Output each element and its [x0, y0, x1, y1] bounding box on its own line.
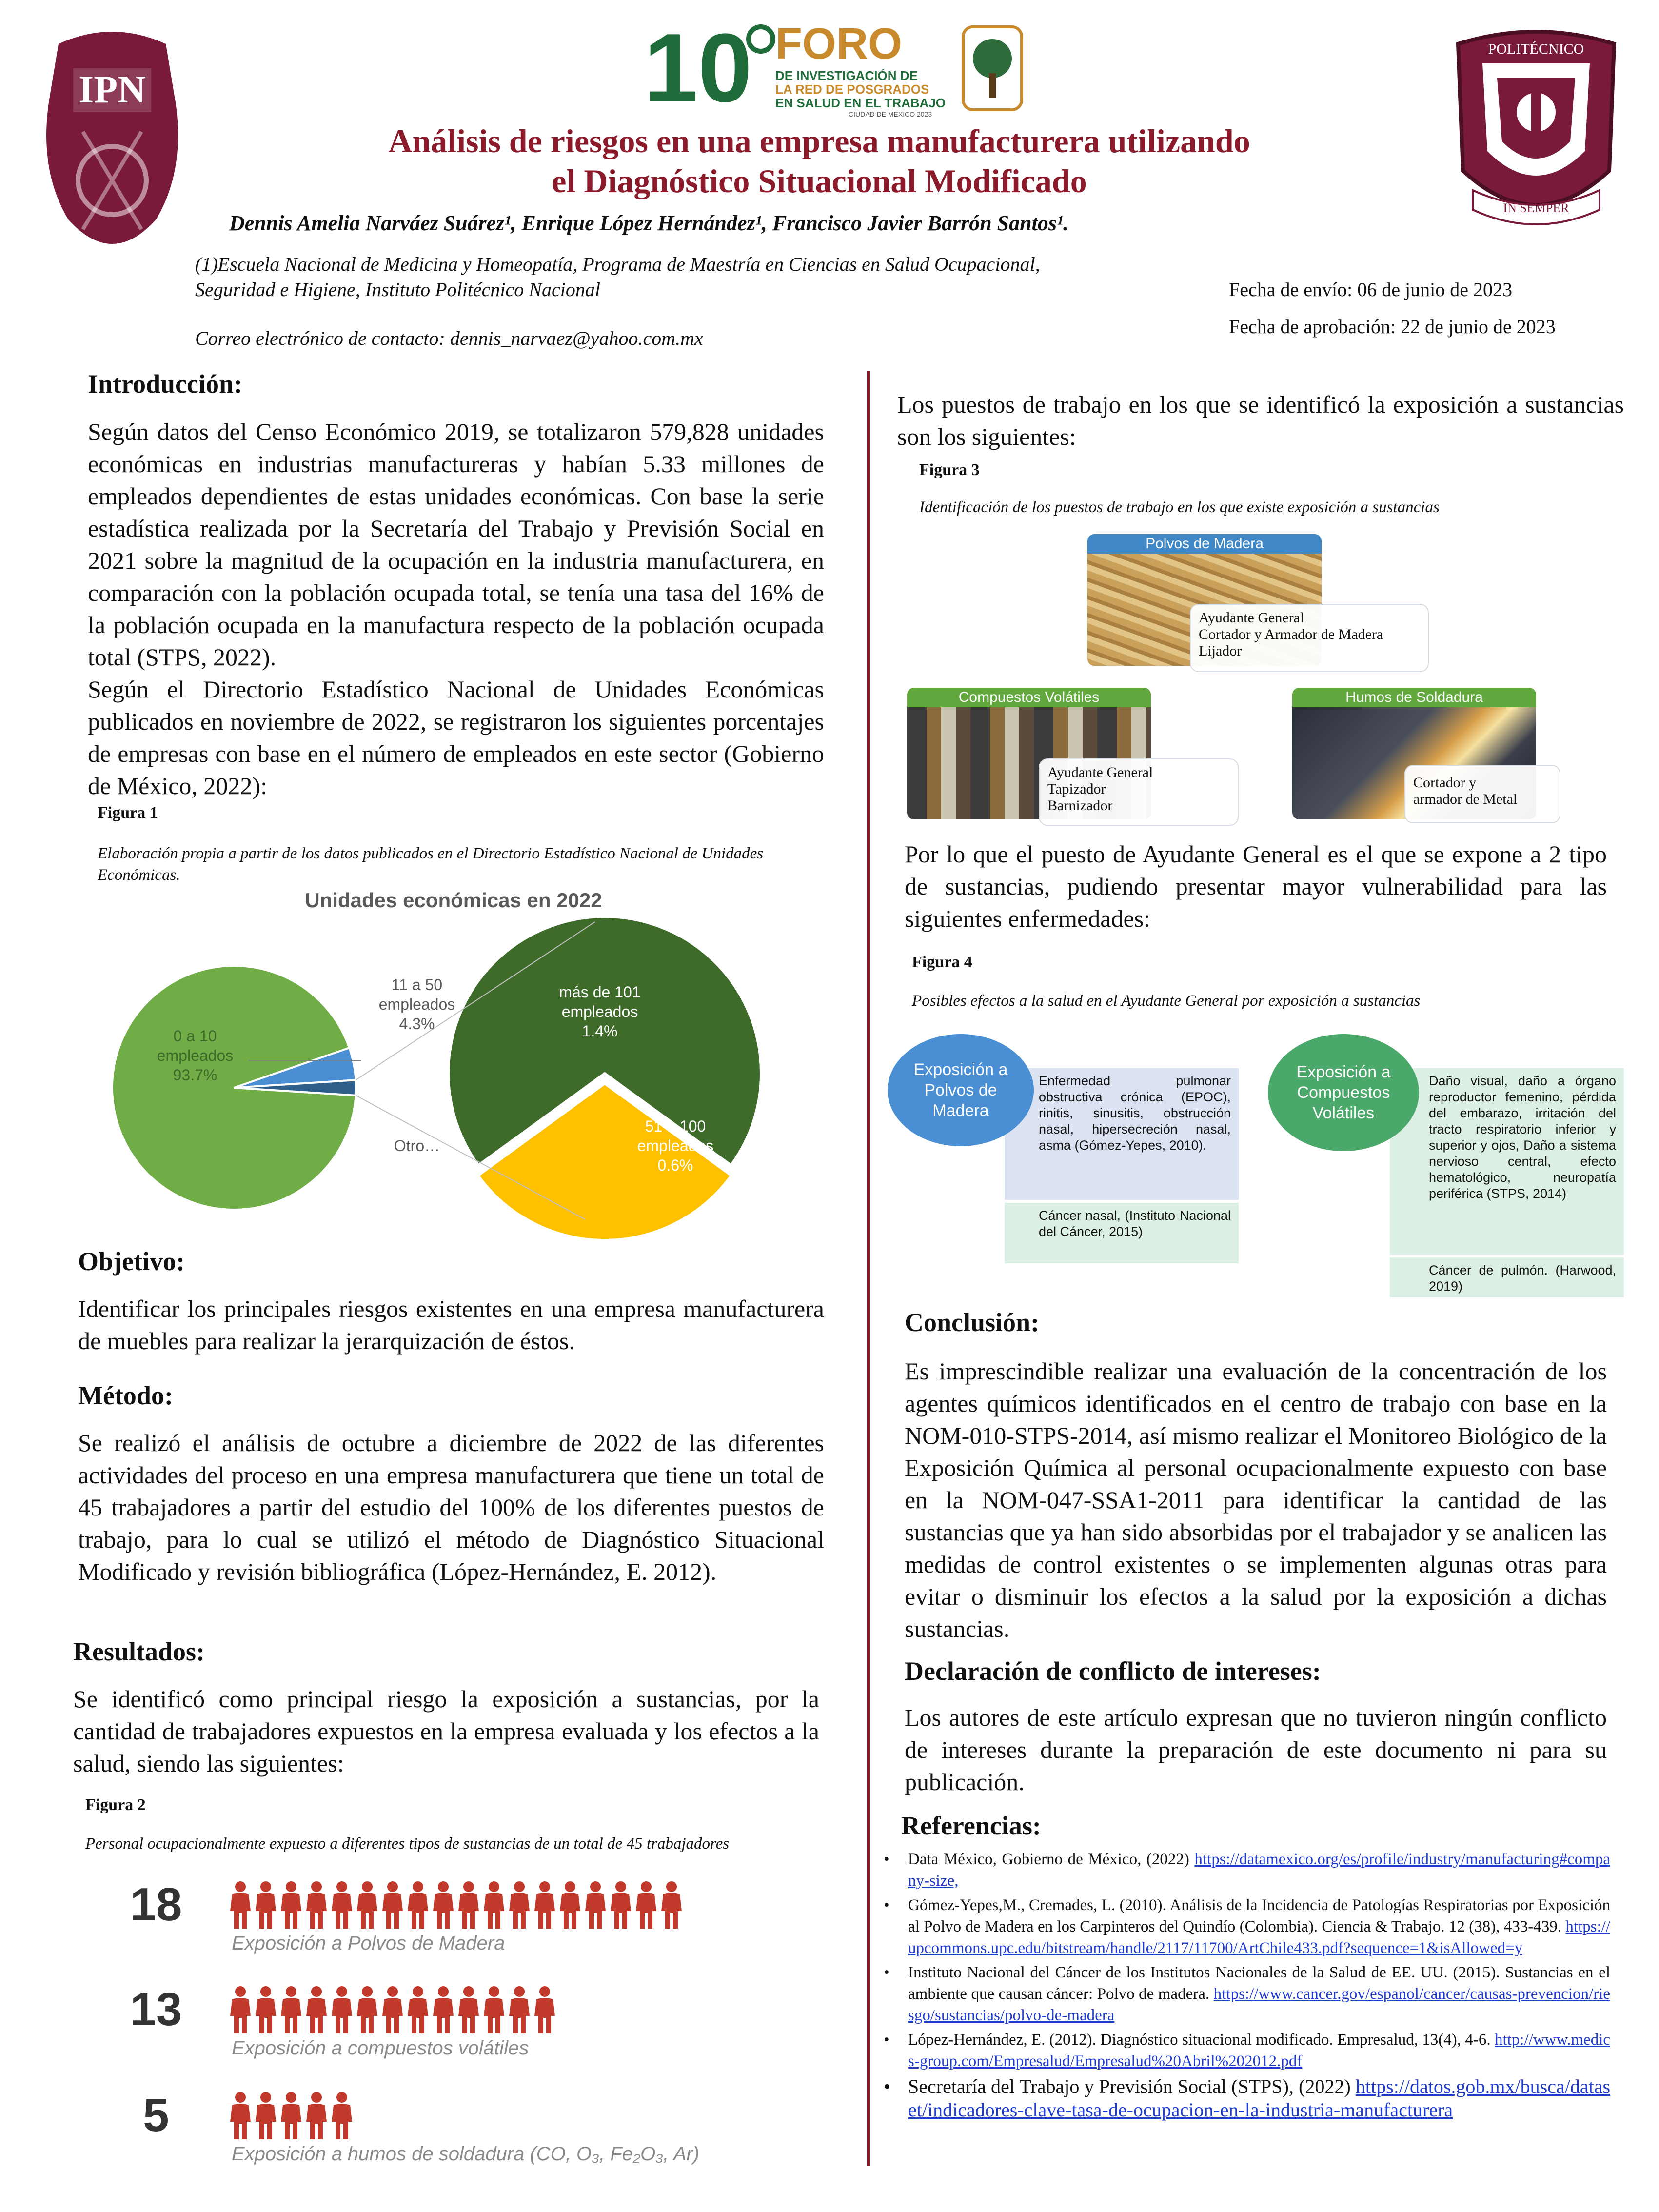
- forum-logo: [644, 14, 1024, 122]
- reference-link[interactable]: http://www.medics-group.com/Empresalud/Empresalud%20Abril%202012.pdf: [908, 2031, 1611, 2070]
- reference-item: [884, 1962, 1610, 2026]
- figure2-row: [117, 2089, 849, 2176]
- figure3-jobs-soldadura: [1404, 765, 1560, 823]
- figure3-label: Figura 3: [919, 461, 980, 479]
- person-icon: [457, 1986, 480, 2034]
- forum-logo-line1: DE INVESTIGACIÓN DE: [775, 68, 918, 83]
- job-item: Lijador: [1199, 643, 1242, 659]
- count-label: Exposición a humos de soldadura (CO, O₃, Fe₂O₃, Ar): [232, 2143, 700, 2165]
- person-icon: [255, 1986, 277, 2034]
- person-icon: [331, 1986, 353, 2034]
- conclusion-heading: Conclusión:: [905, 1308, 1040, 1337]
- job-item: Cortador y: [1413, 775, 1477, 791]
- person-icon: [635, 1881, 657, 1930]
- metodo-text: Se realizó el análisis de octubre a diciembre de 2022 de las diferentes actividades del proceso en una empresa manufacturera que tiene un total de 45 trabajadores a partir del estudio del 100% de los diferentes puestos de trabajo, para lo cual se utilizó el método de Diagnóstico Situacional Modificado y revisión bibliográfica (López-Hernández, E. 2012).: [78, 1429, 824, 1585]
- reference-bullet: •: [884, 2075, 891, 2097]
- figure2-caption: Personal ocupacionalmente expuesto a diferentes tipos de sustancias de un total de 45 trabajadores: [85, 1835, 730, 1853]
- people-icons: [229, 1878, 844, 1932]
- person-icon: [229, 1986, 252, 2034]
- reference-link[interactable]: https://www.cancer.gov/espanol/cancer/causas-prevencion/riesgo/sustancias/polvo-de-madera: [908, 1985, 1611, 2024]
- conclusion-text: Es imprescindible realizar una evaluación de la concentración de los agentes químicos identificados en el centro de trabajo con base en la NOM-010-STPS-2014, así mismo realizar el Monitoreo Biológico de la Exposición Química al personal ocupacionalmente expuesto con base en la NOM-047-SSA1-2011 para identificar la cantidad de las sustancias que ya han sido absorbidas por el trabajador y se analicen las medidas de control existentes o se implementen algunas otras para evitar o disminuir los efectos a la salud por la exposición a dichas sustancias.: [905, 1357, 1607, 1642]
- reference-bullet: •: [884, 1964, 889, 1981]
- count-number: 5: [143, 2089, 169, 2141]
- reference-text: Data México, Gobierno de México, (2022): [908, 1851, 1189, 1868]
- effect-cell: Enfermedad pulmonar obstructiva crónica (EPOC), rinitis, sinusitis, obstrucción nasal, hipersecreción nasal, asma (Gómez-Yepes, 2010).: [1005, 1068, 1239, 1200]
- tree-emblem-icon: [961, 24, 1024, 112]
- figure2-label: Figura 2: [85, 1796, 146, 1814]
- person-icon: [305, 1881, 328, 1930]
- ipn-logo: [39, 24, 185, 268]
- person-icon: [660, 1881, 683, 1930]
- count-label: Exposición a compuestos volátiles: [232, 2037, 529, 2059]
- forum-logo-line2: LA RED DE POSGRADOS: [775, 82, 929, 97]
- right-intro-text: Los puestos de trabajo en los que se identificó la exposición a sustancias son los siguientes:: [897, 391, 1624, 450]
- figure4-caption: Posibles efectos a la salud en el Ayudante General por exposición a sustancias: [912, 992, 1421, 1010]
- slice-label-51-100: 51 a 100 empleados 0.6%: [637, 1117, 714, 1174]
- slice-label-0-10: 0 a 10 empleados 93.7%: [157, 1027, 234, 1084]
- authors: Dennis Amelia Narváez Suárez¹, Enrique López Hernández¹, Francisco Javier Barrón Santos¹.: [229, 211, 1069, 235]
- person-icon: [229, 2092, 252, 2140]
- person-icon: [407, 1881, 429, 1930]
- people-icons: [229, 1983, 844, 2036]
- people-icons: [229, 2089, 844, 2142]
- person-icon: [584, 1881, 607, 1930]
- person-icon: [483, 1986, 505, 2034]
- forum-logo-degree: [746, 24, 775, 54]
- seal-banner-text: IN SEMPER: [1503, 201, 1569, 215]
- conflicto-text: Los autores de este artículo expresan que no tuvieron ningún conflicto de intereses durante la preparación de este documento ni para su publicación.: [905, 1704, 1607, 1795]
- chart-title: Unidades económicas en 2022: [305, 889, 602, 912]
- figure4-label: Figura 4: [912, 953, 972, 971]
- count-number: 13: [130, 1983, 182, 2035]
- person-icon: [381, 1986, 404, 2034]
- person-icon: [508, 1986, 531, 2034]
- count-label: Exposición a Polvos de Madera: [232, 1933, 505, 1954]
- person-icon: [533, 1986, 556, 2034]
- forum-logo-number: 10: [644, 14, 752, 122]
- figure3-jobs-volatiles: [1039, 758, 1239, 826]
- job-item: Tapizador: [1047, 781, 1106, 797]
- count-number: 18: [130, 1878, 182, 1931]
- forum-logo-sub: CIUDAD DE MÉXICO 2023: [849, 110, 932, 118]
- reference-link[interactable]: https://datamexico.org/es/profile/industry/manufacturing#company-size,: [908, 1851, 1611, 1890]
- reference-link[interactable]: https://upcommons.upc.edu/bitstream/handle/2117/11700/ArtChile433.pdf?sequence=1&isAllowed=y: [908, 1918, 1611, 1957]
- person-icon: [432, 1881, 454, 1930]
- job-item: Ayudante General: [1047, 764, 1153, 780]
- intro-paragraph-2: Según el Directorio Estadístico Nacional de Unidades Económicas publicados en noviembre de 2022, se registraron los siguientes porcentajes de empresas con base en el número de empleados en este sector (Gobierno de México, 2022):: [88, 676, 824, 799]
- column-divider: [867, 371, 870, 2166]
- person-icon: [356, 1881, 378, 1930]
- person-icon: [280, 1986, 302, 2034]
- forum-logo-word: FORO: [775, 20, 902, 68]
- figure1-caption: Elaboración propia a partir de los datos publicados en el Directorio Estadístico Nacional de Unidades Económicas.: [98, 845, 764, 884]
- submission-date: Fecha de envío: 06 de junio de 2023: [1229, 279, 1512, 300]
- reference-link[interactable]: https://datos.gob.mx/busca/dataset/indicadores-clave-tasa-de-ocupacion-en-la-industria-manufacturera: [908, 2075, 1611, 2121]
- figure4-circle-polvos: Exposición a Polvos de Madera: [888, 1034, 1034, 1146]
- person-icon: [483, 1881, 505, 1930]
- person-icon: [381, 1881, 404, 1930]
- person-icon: [407, 1986, 429, 2034]
- reference-item: [884, 1849, 1610, 1892]
- title-line-2: el Diagnóstico Situacional Modificado: [552, 162, 1087, 199]
- person-icon: [610, 1881, 632, 1930]
- metodo-heading: Método:: [78, 1381, 173, 1410]
- reference-text: Instituto Nacional del Cáncer de los Institutos Nacionales de la Salud de EE. UU. (2015). Sustancias en el ambiente que causan cáncer: Polvo de madera.: [908, 1964, 1610, 2003]
- title-line-1: Análisis de riesgos en una empresa manufacturera utilizando: [388, 122, 1250, 159]
- intro-paragraph-1: Según datos del Censo Económico 2019, se totalizaron 579,828 unidades económicas en industrias manufactureras y habían 5.33 millones de empleados dependientes de estas unidades económicas. Con base la serie estadística realizada por la Secretaría del Trabajo y Previsión Social en 2021 sobre la magnitud de la ocupación en la industria manufacturera, en comparación con la población ocupada total, se tenía una tasa del 16% de la población ocupada en la manufactura respecto de la población ocupada total (STPS, 2022).: [88, 418, 824, 671]
- person-icon: [559, 1881, 581, 1930]
- objetivo-heading: Objetivo:: [78, 1247, 185, 1276]
- approval-date: Fecha de aprobación: 22 de junio de 2023: [1229, 316, 1556, 338]
- person-icon: [356, 1986, 378, 2034]
- reference-text: Secretaría del Trabajo y Previsión Social (STPS), (2022): [908, 2075, 1351, 2097]
- job-item: armador de Metal: [1413, 791, 1518, 807]
- reference-text: Gómez-Yepes,M., Cremades, L. (2010). Análisis de la Incidencia de Patologías Respiratorias por Exposición al Polvo de Madera en los Carpinteros del Quindío (Colombia). Ciencia & Trabajo. 12 (38), 433-439.: [908, 1896, 1610, 1935]
- person-icon: [331, 1881, 353, 1930]
- affiliation-line-1: (1)Escuela Nacional de Medicina y Homeopatía, Programa de Maestría en Ciencias en Salud Ocupacional,: [195, 253, 1040, 275]
- ipn-logo-text: IPN: [79, 68, 146, 111]
- figure3-jobs-polvos: [1190, 604, 1429, 672]
- person-icon: [255, 2092, 277, 2140]
- reference-item: [884, 2075, 1610, 2122]
- figure2-row: [117, 1878, 849, 1966]
- effect-cell: Daño visual, daño a órgano reproductor femenino, pérdida del embarazo, irritación del tracto respiratorio inferior y superior y ojos, Daño a sistema nervioso central, efecto hematológico, neuropatía periférica (STPS, 2014): [1390, 1068, 1624, 1255]
- figure3-box-title: Compuestos Volátiles: [907, 688, 1151, 707]
- figure1-pie-chart: [98, 878, 829, 1258]
- intro-heading: Introducción:: [88, 369, 243, 399]
- referencias-heading: Referencias:: [901, 1811, 1041, 1840]
- reference-list: [884, 1849, 1610, 2125]
- seal-top-text: POLITÉCNICO: [1488, 41, 1584, 57]
- figure3-box-title: Humos de Soldadura: [1292, 688, 1536, 707]
- unam-seal: [1443, 24, 1629, 234]
- effect-cell: Cáncer nasal, (Instituto Nacional del Cáncer, 2015): [1005, 1203, 1239, 1263]
- person-icon: [305, 1986, 328, 2034]
- affiliation-line-2: Seguridad e Higiene, Instituto Politécnico Nacional: [195, 279, 600, 300]
- reference-text: López-Hernández, E. (2012). Diagnóstico situacional modificado. Empresalud, 13(4), 4-6.: [908, 2031, 1491, 2049]
- resultados-heading: Resultados:: [73, 1637, 205, 1666]
- slice-label-mas-101: más de 101 empleados 1.4%: [559, 983, 641, 1040]
- person-icon: [331, 2092, 353, 2140]
- figure3-caption: Identificación de los puestos de trabajo en los que existe exposición a sustancias: [919, 498, 1440, 516]
- effect-cell: Cáncer de pulmón. (Harwood, 2019): [1390, 1257, 1624, 1297]
- person-icon: [305, 2092, 328, 2140]
- resultados-text: Se identificó como principal riesgo la exposición a sustancias, por la cantidad de trabajadores expuestos en la empresa evaluada y los efectos a la salud, siendo las siguientes:: [73, 1685, 819, 1777]
- after-figure3-text: Por lo que el puesto de Ayudante General es el que se expone a 2 tipo de sustancias, pudiendo presentar mayor vulnerabilidad para las siguientes enfermedades:: [905, 840, 1607, 932]
- reference-bullet: •: [884, 1896, 889, 1914]
- person-icon: [255, 1881, 277, 1930]
- job-item: Barnizador: [1047, 797, 1113, 814]
- figure4-circle-volatiles: Exposición a Compuestos Volátiles: [1268, 1034, 1419, 1151]
- forum-logo-line3: EN SALUD EN EL TRABAJO: [775, 96, 946, 110]
- person-icon: [280, 1881, 302, 1930]
- reference-item: [884, 1894, 1610, 1959]
- reference-item: [884, 2029, 1610, 2072]
- job-item: Cortador y Armador de Madera: [1199, 626, 1383, 642]
- reference-bullet: •: [884, 2031, 889, 2049]
- person-icon: [457, 1881, 480, 1930]
- conflicto-heading: Declaración de conflicto de intereses:: [905, 1656, 1321, 1686]
- person-icon: [533, 1881, 556, 1930]
- slice-label-11-50: 11 a 50 empleados 4.3%: [378, 976, 455, 1033]
- figure4-effects-volatiles: [1390, 1068, 1624, 1297]
- objetivo-text: Identificar los principales riesgos existentes en una empresa manufacturera de muebles para realizar la jerarquización de éstos.: [78, 1295, 824, 1355]
- figure4-effects-polvos: [1005, 1068, 1239, 1263]
- contact-email: Correo electrónico de contacto: dennis_narvaez@yahoo.com.mx: [195, 327, 703, 349]
- person-icon: [229, 1881, 252, 1930]
- reference-bullet: •: [884, 1851, 889, 1868]
- figure2-row: [117, 1983, 849, 2071]
- person-icon: [508, 1881, 531, 1930]
- slice-label-otro: Otro…: [394, 1137, 440, 1155]
- person-icon: [280, 2092, 302, 2140]
- person-icon: [432, 1986, 454, 2034]
- figure1-label: Figura 1: [98, 804, 158, 822]
- job-item: Ayudante General: [1199, 610, 1304, 626]
- figure3-box-title: Polvos de Madera: [1087, 534, 1322, 554]
